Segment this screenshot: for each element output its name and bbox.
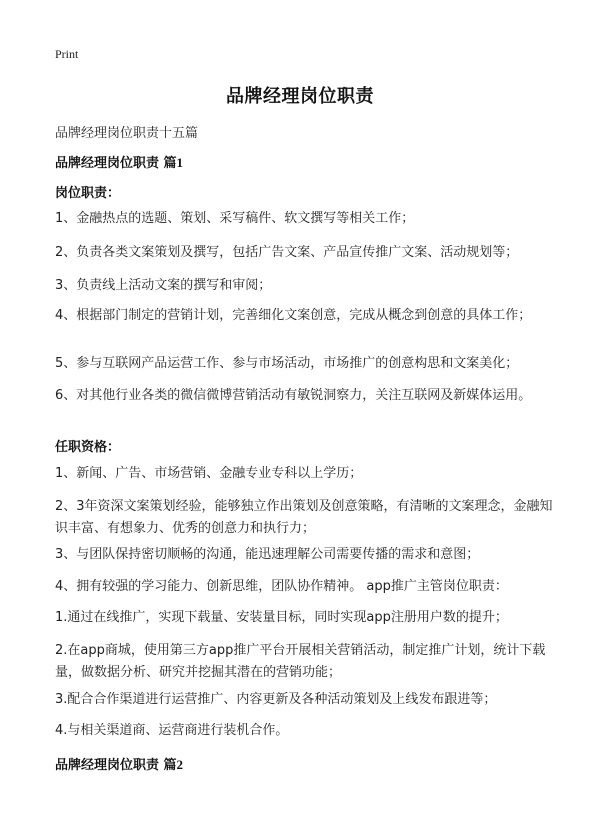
qualification-item-3: 3、与团队保持密切顺畅的沟通，能迅速理解公司需要传播的需求和意图；: [55, 547, 480, 562]
duty-item-6: 6、对其他行业各类的微信微博营销活动有敏锐洞察力，关注互联网及新媒体运用。: [55, 388, 532, 403]
section-1-heading-number: 1: [176, 155, 184, 170]
section-2-heading-number: 2: [176, 757, 184, 772]
app-duty-item-4: 4.与相关渠道商、运营商进行装机合作。: [55, 723, 289, 738]
duties-heading: 岗位职责：: [55, 186, 121, 201]
section-1-heading: [55, 152, 183, 171]
qualification-item-1: 1、新闻、广告、市场营销、金融专业专科以上学历；: [55, 466, 363, 481]
app-duty-item-3: 3.配合合作渠道进行运营推广、内容更新及各种活动策划及上线发布跟进等；: [55, 692, 497, 707]
section-2-heading-text: 品牌经理岗位职责 篇: [55, 758, 177, 773]
section-2-heading: [55, 754, 183, 773]
duty-item-3: 3、负责线上活动文案的撰写和审阅；: [55, 278, 272, 293]
duty-item-5: 5、参与互联网产品运营工作、参与市场活动，市场推广的创意构思和文案美化；: [55, 356, 519, 371]
section-1-heading-text: 品牌经理岗位职责 篇: [55, 156, 177, 171]
duty-item-2: 2、负责各类文案策划及撰写，包括广告文案、产品宣传推广文案、活动规划等；: [55, 245, 519, 260]
app-duty-item-1: 1.通过在线推广，实现下载量、安装量目标，同时实现app注册用户数的提升；: [55, 610, 508, 625]
app-duty-item-2: 2.在app商城，使用第三方app推广平台开展相关营销活动，制定推广计划，统计下载量，做数据分析、研究并挖掘其潜在的营销功能；: [55, 643, 546, 680]
qualifications-heading: 任职资格：: [55, 440, 121, 455]
print-label: Print: [55, 47, 79, 61]
qualification-item-4: 4、拥有较强的学习能力、创新思维，团队协作精神。 app推广主管岗位职责：: [55, 579, 508, 594]
qualification-item-2: 2、3年资深文案策划经验，能够独立作出策划及创意策略，有清晰的文案理念，金融知识丰富、有想象力、优秀的创意力和执行力；: [55, 499, 553, 536]
document-title: 品牌经理岗位职责: [226, 86, 374, 107]
document-subtitle: 品牌经理岗位职责十五篇: [55, 126, 199, 141]
duty-item-4: 4、根据部门制定的营销计划，完善细化文案创意，完成从概念到创意的具体工作；: [55, 308, 532, 323]
duty-item-1: 1、金融热点的选题、策划、采写稿件、软文撰写等相关工作；: [55, 211, 415, 226]
